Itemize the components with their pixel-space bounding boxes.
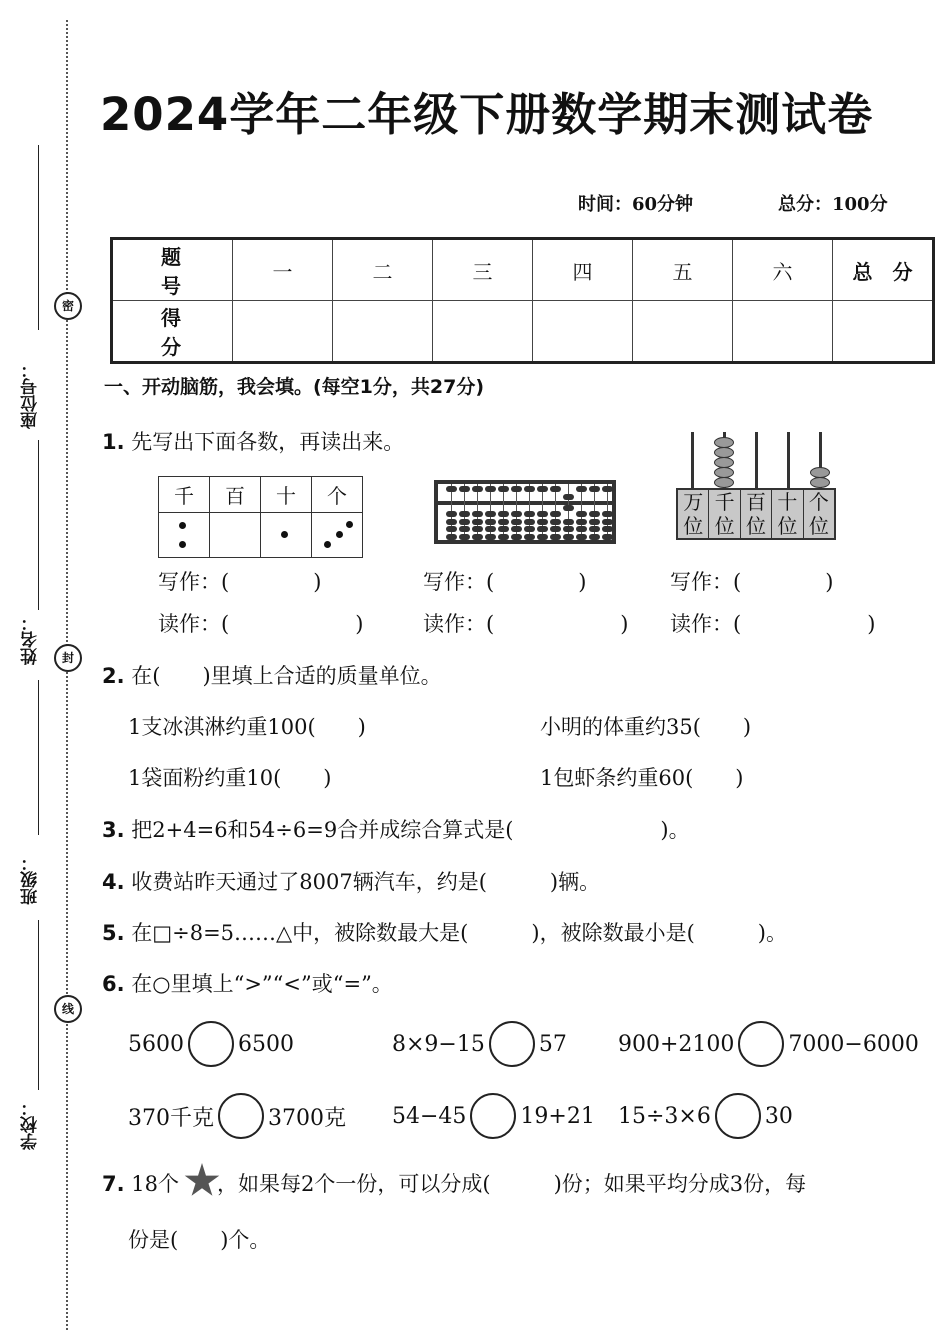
question-number: 1. [102,430,125,454]
abacus-bead [498,519,509,525]
counter-bead [714,477,734,488]
question-text: 18个 [131,1172,180,1196]
compare-left: 900+2100 [618,1031,735,1057]
compare-right: 6500 [238,1031,294,1057]
seat-label: 座位号： [21,361,41,429]
compare-right: 7000−6000 [788,1031,919,1057]
score-table [110,237,935,364]
abacus-bead [563,505,574,511]
abacus-bead [524,519,535,525]
counter-bead [714,467,734,478]
place-header: 百 [210,477,261,513]
abacus-bead [472,519,483,525]
place-header: 千 [159,477,210,513]
compare-item [128,1021,294,1067]
counter-bead [714,437,734,448]
abacus-bead [472,511,483,517]
q2-item[interactable]: 1包虾条约重60( ) [540,766,744,790]
compare-right: 30 [764,1103,793,1129]
q1-read-2[interactable]: 读作：( ) [423,612,629,636]
abacus-bead [498,511,509,517]
count-dot [346,521,353,528]
abacus-bead [524,511,535,517]
compare-left: 5600 [128,1031,184,1057]
counter-bead [810,477,830,488]
question-3[interactable] [102,814,690,844]
place-header: 个 [312,477,363,513]
compare-item [392,1021,567,1067]
score-cell: 五 [633,239,733,301]
abacus-bead [537,534,548,540]
abacus-bead [537,519,548,525]
counter-label: 千位 [709,490,740,538]
abacus-bead [550,511,561,517]
time-limit: 时间：60分钟 [578,194,694,215]
question-number: 5. [102,921,125,945]
counter-post [755,432,758,489]
q1-write-1[interactable]: 写作：( ) [158,570,322,594]
counter-post [691,432,694,489]
score-cell: 一 [233,239,333,301]
q2-item[interactable]: 小明的体重约35( ) [540,715,752,739]
compare-left: 15÷3×6 [618,1103,711,1129]
abacus-bead [589,511,600,517]
abacus-bead [589,486,600,492]
seat-line [38,145,39,330]
abacus-bead [576,511,587,517]
abacus-bead [459,511,470,517]
abacus-bead [485,486,496,492]
abacus-bead [563,534,574,540]
abacus-bead [524,526,535,532]
abacus-bead [602,519,613,525]
question-number: 6. [102,972,125,996]
abacus-bead [511,511,522,517]
abacus-bead [602,511,613,517]
score-cell: 得 分 [112,301,233,363]
count-dot [281,531,288,538]
place-header: 十 [261,477,312,513]
compare-item [618,1093,793,1139]
abacus-bead [563,519,574,525]
q1-read-1[interactable]: 读作：( ) [158,612,364,636]
abacus-bead [485,519,496,525]
seal-xian: 线 [54,995,82,1023]
class-label: 班级： [21,854,41,906]
score-input-cell[interactable] [533,301,633,363]
compare-circle[interactable] [188,1021,234,1067]
abacus-bead [576,534,587,540]
question-text: ，如果每2个一份，可以分成( )份；如果平均分成3份，每 [217,1172,807,1196]
compare-item [128,1093,346,1139]
abacus-bead [537,526,548,532]
q2-item[interactable]: 1支冰淇淋约重100( ) [128,715,366,739]
abacus-bead [589,534,600,540]
abacus-bead [498,526,509,532]
abacus-bead [446,519,457,525]
compare-right: 3700克 [268,1105,346,1131]
compare-left: 54−45 [392,1103,467,1129]
abacus-bead [602,534,613,540]
abacus-bead [524,534,535,540]
abacus-bead [511,486,522,492]
abacus-bead [576,526,587,532]
seal-mi: 密 [54,292,82,320]
abacus-bead [576,486,587,492]
abacus-bead [446,486,457,492]
compare-right: 57 [538,1031,567,1057]
compare-left: 8×9−15 [392,1031,485,1057]
question-4[interactable] [102,866,600,896]
abacus-bead [550,534,561,540]
abacus-bead [485,534,496,540]
compare-circle[interactable] [218,1093,264,1139]
abacus-bead [511,519,522,525]
abacus-bead [511,534,522,540]
abacus-bead [550,519,561,525]
counter-label: 个位 [808,490,829,538]
abacus-bead [459,534,470,540]
compare-item [392,1093,595,1139]
q1-read-3[interactable]: 读作：( ) [670,612,876,636]
question-text: 收费站昨天通过了8007辆汽车，约是( )辆。 [131,870,601,894]
abacus-bead [524,486,535,492]
abacus-bead [446,534,457,540]
abacus-bead [563,526,574,532]
question-number: 4. [102,870,125,894]
q2-item[interactable]: 1袋面粉约重10( ) [128,766,332,790]
score-input-cell[interactable] [633,301,733,363]
abacus-bead [511,526,522,532]
question-text: 在( )里填上合适的质量单位。 [131,664,442,688]
abacus-bead [602,486,613,492]
question-text: 先写出下面各数，再读出来。 [131,430,405,454]
compare-circle[interactable] [470,1093,516,1139]
abacus-bead [446,526,457,532]
page-title: 2024学年二年级下册数学期末测试卷 [100,88,874,141]
abacus-bead [459,519,470,525]
abacus-bead [472,526,483,532]
counter-bead [714,447,734,458]
abacus-bead [485,526,496,532]
score-cell: 三 [433,239,533,301]
abacus-bead [498,486,509,492]
count-dot [179,522,186,529]
class-line-top [38,680,39,835]
counter-label: 万位 [678,490,709,538]
compare-right: 19+21 [520,1103,595,1129]
abacus-bead [589,526,600,532]
place-cell-thousands [159,513,210,558]
school-label: 学校： [21,1099,41,1151]
score-cell: 题 号 [112,239,233,301]
score-cell: 四 [533,239,633,301]
counter-label: 百位 [741,490,772,538]
abacus-bead [576,519,587,525]
question-2 [102,660,442,690]
place-cell-ones [312,513,363,558]
counter-bead [714,457,734,468]
counter-post [787,432,790,489]
score-input-cell[interactable] [433,301,533,363]
counter-base [676,488,836,540]
question-number: 3. [102,818,125,842]
abacus-bead [498,534,509,540]
q1-write-3[interactable]: 写作：( ) [670,570,834,594]
question-text: 在○里填上“>”“<”或“=”。 [131,972,393,996]
seal-feng: 封 [54,644,82,672]
school-line-top [38,920,39,1090]
abacus-bead [563,494,574,500]
score-cell: 二 [333,239,433,301]
question-5[interactable] [102,917,787,947]
score-table-row-score [112,301,934,363]
total-score: 总分：100分 [778,194,888,215]
counter-bead [810,467,830,478]
abacus-bead [537,486,548,492]
score-input-cell[interactable] [733,301,833,363]
question-7-line2[interactable]: 份是( )个。 [128,1228,271,1252]
name-label: 姓名： [21,614,41,666]
abacus-bead [550,526,561,532]
question-text: 把2+4=6和54÷6=9合并成综合算式是( )。 [131,818,690,842]
score-table-row-header [112,239,934,301]
compare-item [618,1021,919,1067]
abacus-bead [472,486,483,492]
question-1 [102,426,404,456]
place-cell-tens [261,513,312,558]
abacus-bead [550,486,561,492]
compare-circle[interactable] [715,1093,761,1139]
question-6 [102,968,393,998]
abacus-bead [459,526,470,532]
binding-dotted-line [66,20,68,1330]
score-input-cell[interactable] [333,301,433,363]
score-cell: 六 [733,239,833,301]
q1-write-2[interactable]: 写作：( ) [423,570,587,594]
count-dot [336,531,343,538]
place-value-chart [158,476,363,558]
score-input-cell[interactable] [833,301,934,363]
count-dot [324,541,331,548]
section-1-heading: 一、开动脑筋，我会填。(每空1分，共27分) [104,376,485,398]
compare-left: 370千克 [128,1105,214,1131]
score-input-cell[interactable] [233,301,333,363]
abacus-figure [434,480,616,544]
abacus-bead [485,511,496,517]
abacus-bead [472,534,483,540]
place-cell-hundreds [210,513,261,558]
abacus-bead [589,519,600,525]
abacus-bead [459,486,470,492]
abacus-bead [537,511,548,517]
question-number: 7. [102,1172,125,1196]
count-dot [179,541,186,548]
abacus-bead [446,511,457,517]
name-line-top [38,440,39,610]
compare-circle[interactable] [738,1021,784,1067]
abacus-bead [602,526,613,532]
score-cell: 总 分 [833,239,934,301]
compare-circle[interactable] [489,1021,535,1067]
question-text: 在□÷8=5……△中，被除数最大是( )，被除数最小是( )。 [131,921,787,945]
counter-label: 十位 [772,490,803,538]
question-number: 2. [102,664,125,688]
